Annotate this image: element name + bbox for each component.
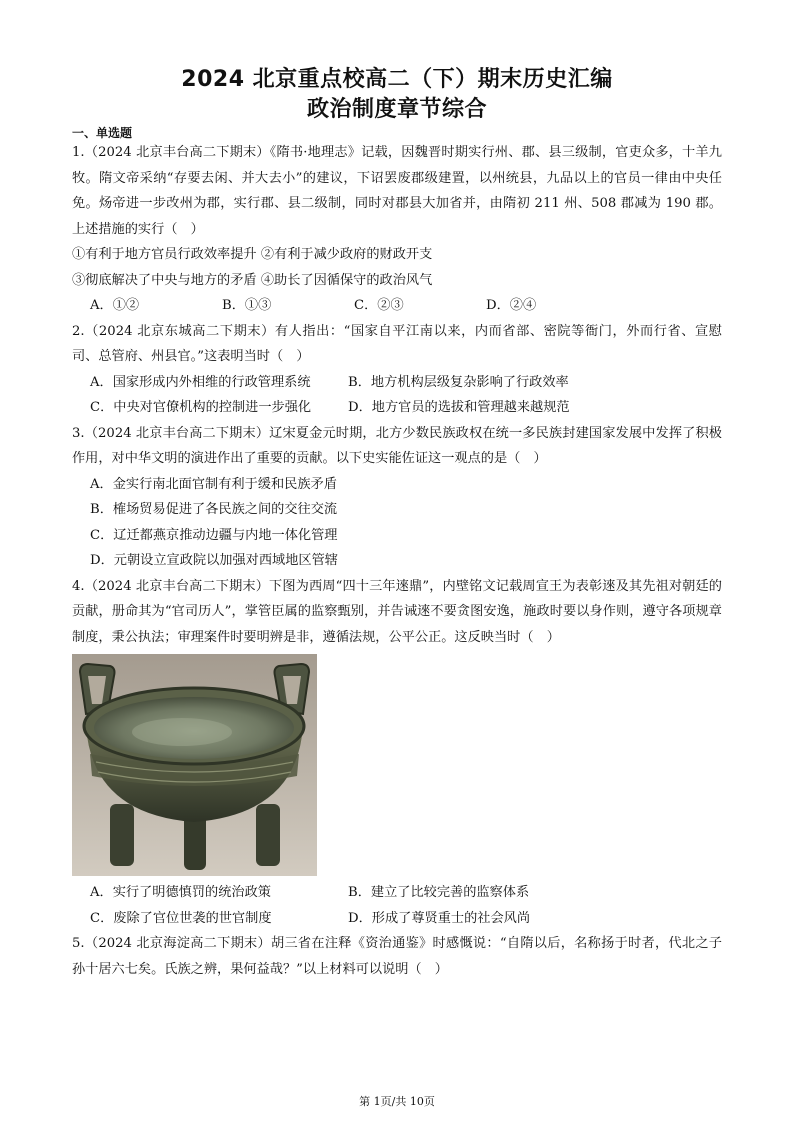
question-3-stem: 3.（2024 北京丰台高二下期末）辽宋夏金元时期，北方少数民族政权在统一多民族封建国家发展中发挥了积极作用，对中华文明的演进作出了重要的贡献。以下史实能佐证这一观点的是（ ） (72, 425, 722, 466)
question-3-option-a[interactable]: A．金实行南北面官制有利于缓和民族矛盾 (90, 476, 337, 492)
section-heading: 一、单选题 (72, 126, 133, 140)
question-1-option-d[interactable]: D．②④ (486, 298, 537, 313)
doc-title-line2: 政治制度章节综合 (306, 97, 487, 122)
question-3-option-d[interactable]: D．元朝设立宣政院以加强对西域地区管辖 (90, 553, 338, 568)
question-1-statement-2: ③彻底解决了中央与地方的矛盾 ④助长了因循保守的政治风气 (72, 272, 433, 288)
question-3-option-b[interactable]: B．榷场贸易促进了各民族之间的交往交流 (90, 502, 338, 517)
question-1-option-c[interactable]: C．②③ (354, 298, 404, 313)
question-1-statement-1: ①有利于地方官员行政效率提升 ②有利于减少政府的财政开支 (72, 247, 433, 262)
question-4-stem: 4.（2024 北京丰台高二下期末）下图为西周“四十三年逨鼎”，内壁铭文记载周宣王为表彰逨及其先祖对朝廷的贡献，册命其为“官司历人”，掌管臣属的监察甄别，并告诫逨不要贪图安逸，施政时要以身作则，遵守各项规章制度，秉公执法；审理案件时要明辨是非，遵循法规，公平公正。这反映当时（ ） (72, 578, 722, 645)
question-4-options-row1 (72, 880, 722, 906)
question-4-option-b[interactable]: B．建立了比较完善的监察体系 (348, 885, 530, 900)
question-4-options-row2 (72, 906, 722, 932)
question-4-option-d[interactable]: D．形成了尊贤重士的社会风尚 (348, 910, 531, 926)
question-list (72, 140, 722, 982)
question-2-option-b[interactable]: B．地方机构层级复杂影响了行政效率 (348, 374, 569, 390)
question-2-option-d[interactable]: D．地方官员的选拔和管理越来越规范 (348, 400, 570, 415)
doc-title-line1: 2024 北京重点校高二（下）期末历史汇编 (181, 67, 613, 92)
question-2-stem: 2.（2024 北京东城高二下期末）有人指出：“国家自平江南以来，内而省部、密院等衙门，外而行省、宣慰司、总管府、州县官。”这表明当时（ ） (72, 323, 722, 364)
question-1-stem: 1.（2024 北京丰台高二下期末）《隋书·地理志》记载，因魏晋时期实行州、郡、县三级制，官吏众多，十羊九牧。隋文帝采纳“存要去闲、并大去小”的建议，下诏罢废郡级建置，以州统县，九品以上的官员一律由中央任免。炀帝进一步改州为郡，实行郡、县二级制，同时对郡县大加省并，由隋初 211 州、508 郡减为 190 郡。上述措施的实行（ ） (72, 145, 722, 237)
question-2-option-c[interactable]: C．中央对官僚机构的控制进一步强化 (90, 400, 312, 415)
question-1-option-a[interactable]: A．①② (90, 298, 140, 313)
bronze-ding-illustration (72, 654, 317, 876)
question-4-option-c[interactable]: C．废除了官位世袭的世官制度 (90, 910, 272, 926)
question-2-options-row1 (72, 370, 722, 396)
question-3-option-c[interactable]: C．辽迁都燕京推动边疆与内地一体化管理 (90, 527, 338, 543)
question-4-option-a[interactable]: A．实行了明德慎罚的统治政策 (90, 885, 271, 900)
question-5-stem: 5.（2024 北京海淀高二下期末）胡三省在注释《资治通鉴》时感慨说：“自隋以后，名称扬于时者，代北之子孙十居六七矣。氏族之辨，果何益哉？”以上材料可以说明（ ） (72, 936, 722, 977)
question-2-options-row2 (72, 395, 722, 421)
question-1-option-b[interactable]: B．①③ (222, 298, 272, 313)
question-1-options (72, 293, 722, 319)
bronze-ding-photo (72, 654, 317, 876)
page-footer: 第 1页/共 10页 (359, 1095, 435, 1108)
question-2-option-a[interactable]: A．国家形成内外相维的行政管理系统 (90, 374, 311, 390)
